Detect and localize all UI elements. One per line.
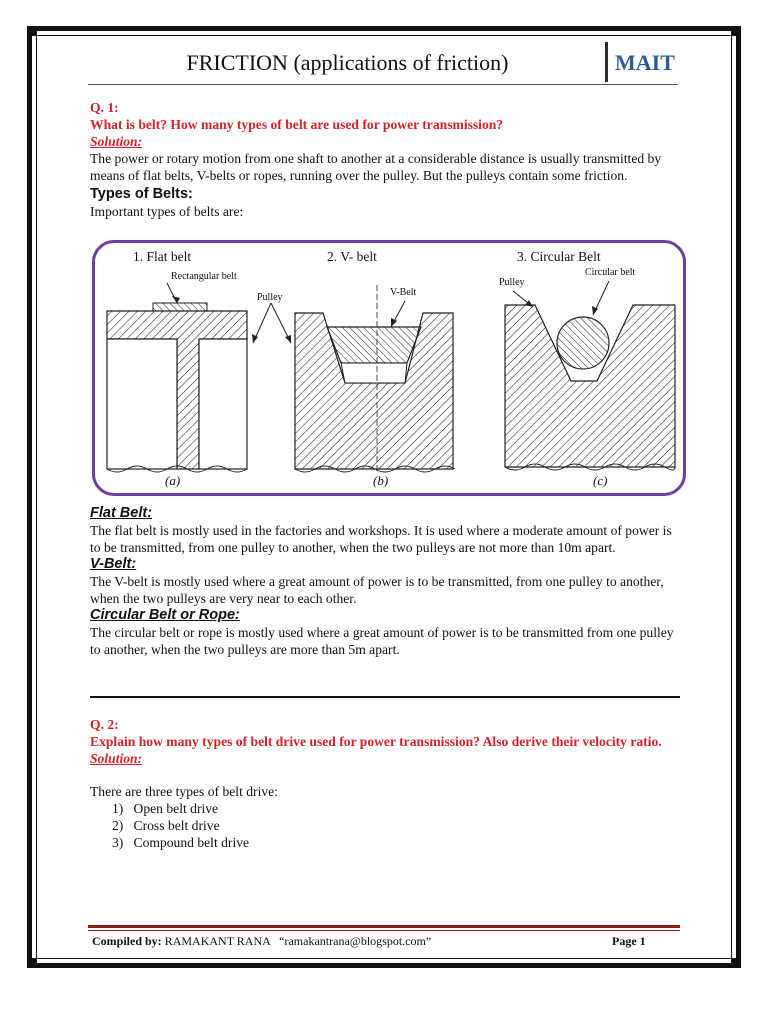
- types-heading: Types of Belts:: [90, 186, 193, 202]
- q2-intro: There are three types of belt drive:: [90, 784, 278, 799]
- label-rectangular-belt: Rectangular belt: [171, 271, 237, 282]
- list-item: 1) Open belt drive: [112, 801, 219, 816]
- q1-question: What is belt? How many types of belt are used for power transmission?: [90, 117, 504, 132]
- circular-belt-pulley: [505, 281, 675, 470]
- section-divider: [90, 696, 680, 698]
- q1-section: [90, 99, 682, 220]
- label-pulley-c: Pulley: [499, 277, 525, 288]
- fig-title-circular: 3. Circular Belt: [517, 249, 601, 264]
- brand-label: MAIT: [615, 50, 675, 75]
- corner-ornament: [27, 958, 37, 968]
- flat-belt-heading: Flat Belt:: [90, 505, 153, 521]
- corner-ornament: [27, 26, 37, 36]
- label-circular-belt: Circular belt: [585, 267, 636, 278]
- label-pulley-a: Pulley: [257, 292, 283, 303]
- belt-drive-list: [90, 800, 682, 851]
- corner-ornament: [731, 26, 741, 36]
- caption-a: (a): [165, 473, 181, 488]
- footer-rule-thin: [88, 930, 680, 931]
- caption-b: (b): [373, 473, 389, 488]
- q2-number: Q. 2:: [90, 717, 119, 732]
- q2-question: Explain how many types of belt drive used for power transmission? Also derive their velocity ratio.: [90, 734, 662, 749]
- header-divider: [605, 42, 608, 82]
- fig-title-flat: 1. Flat belt: [133, 249, 192, 264]
- flat-belt-text: The flat belt is mostly used in the factories and workshops. It is used where a moderate amount of power is to be transmitted, from one pulley to another, when the two pulleys are not more than 10m apart.: [90, 523, 672, 555]
- list-item: 3) Compound belt drive: [112, 835, 250, 850]
- v-belt-heading: V-Belt:: [90, 556, 137, 572]
- list-item: 2) Cross belt drive: [112, 818, 220, 833]
- flat-belt-pulley: [107, 283, 291, 472]
- belt-types-figure: [92, 240, 686, 496]
- footer-credit: [92, 934, 431, 949]
- q2-solution-label: Solution:: [90, 751, 143, 766]
- q1-intro: The power or rotary motion from one shaft to another at a considerable distance is usually transmitted by means of flat belts, V-belts or ropes, running over the pulley. But the pulleys contain some friction.: [90, 151, 662, 183]
- circular-belt-text: The circular belt or rope is mostly used where a great amount of power is to be transmitted from one pulley to another, when the two pulleys are more than 5m apart.: [90, 625, 674, 657]
- types-intro: Important types of belts are:: [90, 204, 244, 219]
- author-name: RAMAKANT RANA: [164, 934, 271, 948]
- caption-c: (c): [593, 473, 608, 488]
- circular-belt-heading: Circular Belt or Rope:: [90, 607, 240, 623]
- corner-ornament: [731, 958, 741, 968]
- q2-section: [90, 716, 682, 851]
- compiled-label: Compiled by:: [92, 934, 162, 948]
- author-email: “ramakantrana@blogspot.com”: [279, 934, 432, 948]
- fig-title-v: 2. V- belt: [327, 249, 377, 264]
- page-number: Page 1: [612, 934, 646, 948]
- q1-number: Q. 1:: [90, 100, 119, 115]
- v-belt-pulley: [295, 285, 455, 473]
- header-rule: [88, 84, 678, 85]
- page-title: FRICTION (applications of friction): [186, 50, 509, 75]
- q1-solution-label: Solution:: [90, 134, 143, 149]
- belt-descriptions: [90, 505, 682, 658]
- label-v-belt: V-Belt: [390, 287, 417, 298]
- footer-rule: [88, 925, 680, 928]
- v-belt-text: The V-belt is mostly used where a great amount of power is to be transmitted, from one pulley to another, when the two pulleys are very near to each other.: [90, 574, 664, 606]
